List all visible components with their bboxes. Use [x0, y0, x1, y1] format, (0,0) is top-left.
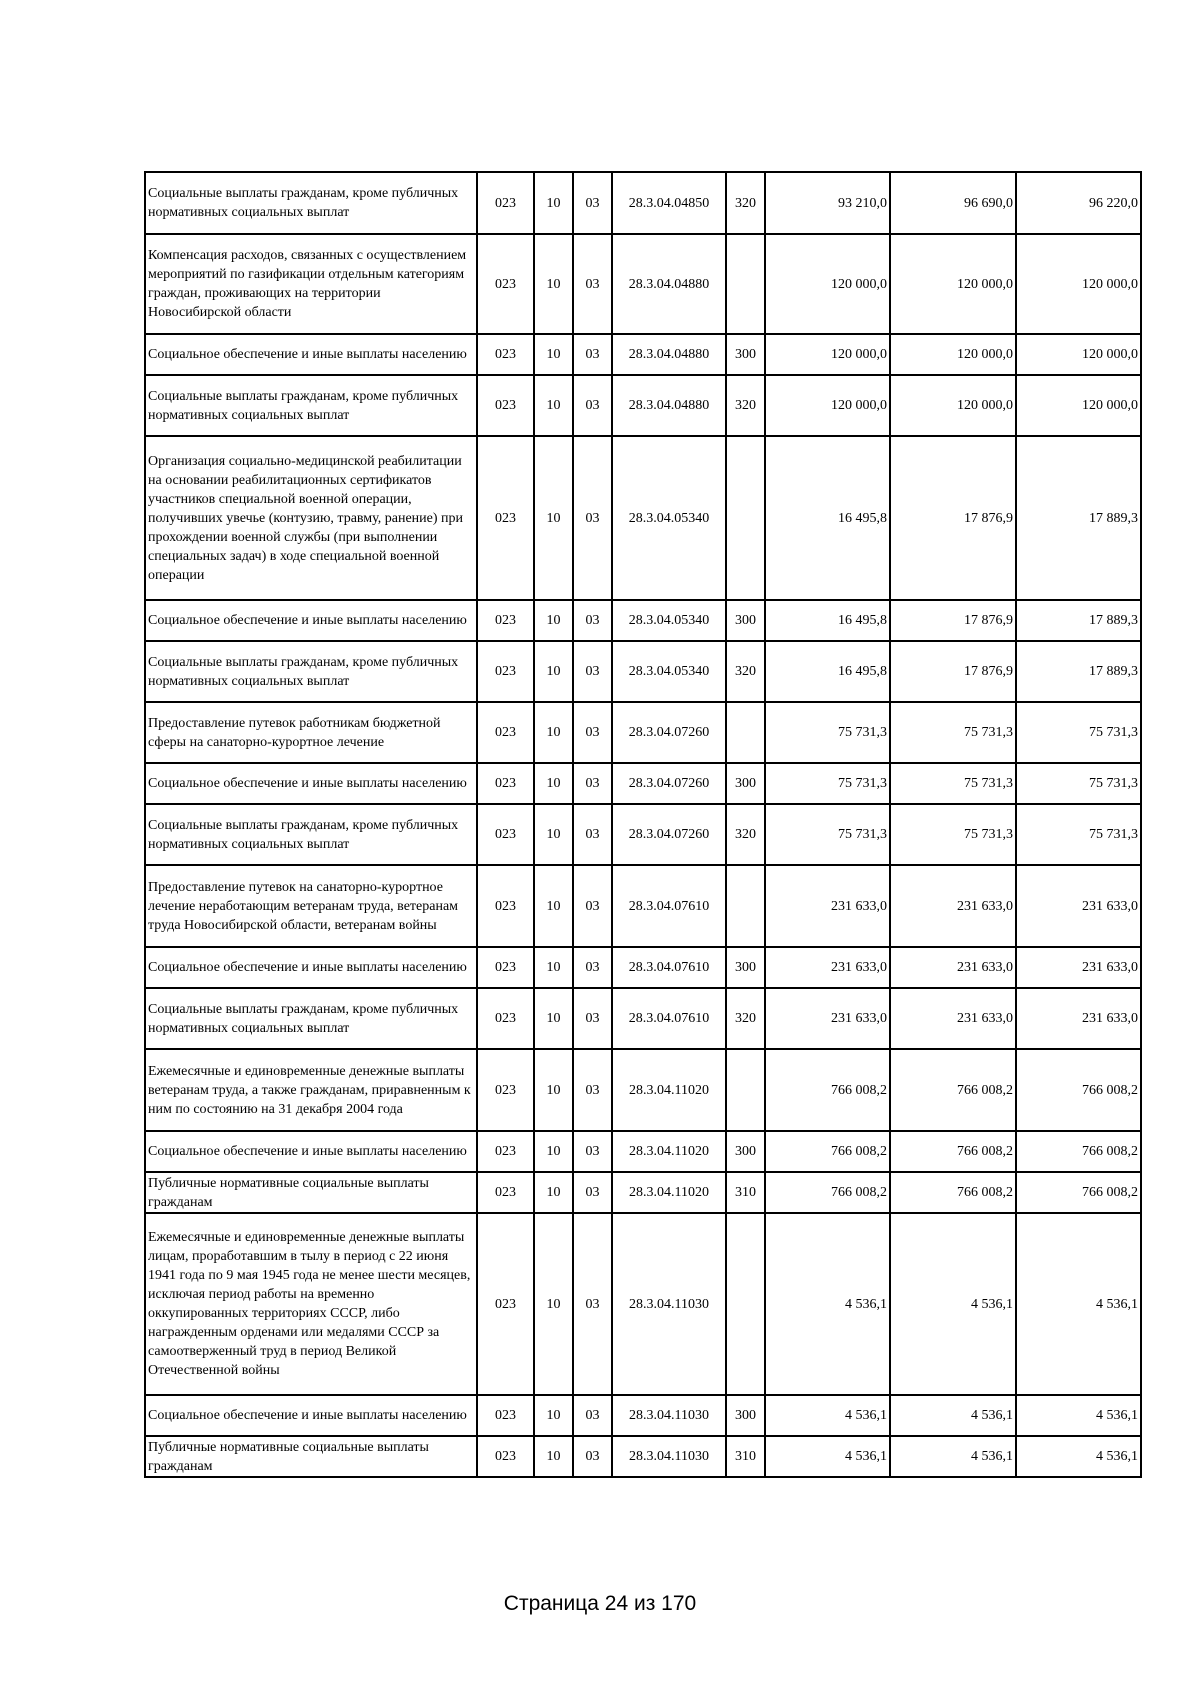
cell-subsection-code: 03	[573, 1049, 612, 1131]
table-row	[145, 1436, 1141, 1477]
cell-section-code: 10	[534, 702, 573, 763]
cell-amount-year-2: 231 633,0	[890, 947, 1016, 988]
cell-section-code: 10	[534, 172, 573, 234]
cell-amount-year-1: 16 495,8	[765, 436, 890, 600]
cell-expense-type	[726, 702, 765, 763]
cell-ministry-code: 023	[477, 988, 534, 1049]
cell-amount-year-1: 231 633,0	[765, 988, 890, 1049]
cell-ministry-code: 023	[477, 234, 534, 334]
cell-expense-type: 320	[726, 988, 765, 1049]
table-body	[145, 172, 1141, 1477]
cell-amount-year-1: 75 731,3	[765, 702, 890, 763]
cell-amount-year-1: 75 731,3	[765, 804, 890, 865]
table-row	[145, 865, 1141, 947]
cell-target-article: 28.3.04.07610	[612, 947, 726, 988]
cell-expense-type	[726, 234, 765, 334]
cell-ministry-code: 023	[477, 702, 534, 763]
cell-amount-year-2: 120 000,0	[890, 334, 1016, 375]
cell-amount-year-3: 4 536,1	[1016, 1213, 1141, 1395]
cell-target-article: 28.3.04.07610	[612, 988, 726, 1049]
cell-amount-year-3: 75 731,3	[1016, 763, 1141, 804]
cell-subsection-code: 03	[573, 804, 612, 865]
cell-target-article: 28.3.04.05340	[612, 641, 726, 702]
cell-amount-year-3: 231 633,0	[1016, 988, 1141, 1049]
cell-target-article: 28.3.04.04880	[612, 234, 726, 334]
cell-description: Социальное обеспечение и иные выплаты населению	[145, 1395, 477, 1436]
cell-amount-year-2: 766 008,2	[890, 1049, 1016, 1131]
table-row	[145, 804, 1141, 865]
cell-ministry-code: 023	[477, 641, 534, 702]
cell-expense-type: 300	[726, 1131, 765, 1172]
cell-target-article: 28.3.04.11030	[612, 1395, 726, 1436]
cell-subsection-code: 03	[573, 1395, 612, 1436]
cell-amount-year-3: 75 731,3	[1016, 804, 1141, 865]
cell-description: Публичные нормативные социальные выплаты гражданам	[145, 1172, 477, 1213]
cell-section-code: 10	[534, 1213, 573, 1395]
cell-subsection-code: 03	[573, 334, 612, 375]
cell-amount-year-1: 16 495,8	[765, 641, 890, 702]
cell-amount-year-3: 17 889,3	[1016, 436, 1141, 600]
cell-amount-year-2: 4 536,1	[890, 1436, 1016, 1477]
cell-subsection-code: 03	[573, 988, 612, 1049]
cell-amount-year-2: 96 690,0	[890, 172, 1016, 234]
cell-amount-year-2: 75 731,3	[890, 702, 1016, 763]
cell-target-article: 28.3.04.04880	[612, 334, 726, 375]
cell-section-code: 10	[534, 334, 573, 375]
table-row	[145, 1172, 1141, 1213]
cell-expense-type	[726, 436, 765, 600]
cell-amount-year-2: 766 008,2	[890, 1172, 1016, 1213]
table-row	[145, 947, 1141, 988]
cell-description: Социальное обеспечение и иные выплаты населению	[145, 600, 477, 641]
cell-ministry-code: 023	[477, 947, 534, 988]
cell-amount-year-3: 75 731,3	[1016, 702, 1141, 763]
cell-ministry-code: 023	[477, 436, 534, 600]
cell-amount-year-1: 231 633,0	[765, 865, 890, 947]
cell-target-article: 28.3.04.11030	[612, 1213, 726, 1395]
cell-ministry-code: 023	[477, 865, 534, 947]
cell-amount-year-2: 120 000,0	[890, 375, 1016, 436]
cell-amount-year-3: 4 536,1	[1016, 1395, 1141, 1436]
cell-amount-year-3: 766 008,2	[1016, 1131, 1141, 1172]
cell-subsection-code: 03	[573, 436, 612, 600]
cell-section-code: 10	[534, 804, 573, 865]
cell-amount-year-1: 4 536,1	[765, 1436, 890, 1477]
cell-section-code: 10	[534, 1436, 573, 1477]
cell-ministry-code: 023	[477, 1172, 534, 1213]
cell-section-code: 10	[534, 436, 573, 600]
table-row	[145, 334, 1141, 375]
cell-description: Социальные выплаты гражданам, кроме публичных нормативных социальных выплат	[145, 172, 477, 234]
cell-expense-type: 300	[726, 763, 765, 804]
cell-target-article: 28.3.04.04850	[612, 172, 726, 234]
cell-description: Социальные выплаты гражданам, кроме публичных нормативных социальных выплат	[145, 804, 477, 865]
cell-description: Предоставление путевок на санаторно-курортное лечение неработающим ветеранам труда, ветеранам труда Новосибирской области, ветеранам войны	[145, 865, 477, 947]
cell-amount-year-3: 766 008,2	[1016, 1172, 1141, 1213]
cell-subsection-code: 03	[573, 763, 612, 804]
cell-ministry-code: 023	[477, 375, 534, 436]
table-row	[145, 234, 1141, 334]
cell-amount-year-3: 766 008,2	[1016, 1049, 1141, 1131]
cell-description: Ежемесячные и единовременные денежные выплаты лицам, проработавшим в тылу в период с 22 июня 1941 года по 9 мая 1945 года не менее шести месяцев, исключая период работы на временно оккупированных территориях СССР, либо награжденным орденами или медалями СССР за самоотверженный труд в период Великой Отечественной войны	[145, 1213, 477, 1395]
cell-expense-type: 300	[726, 1395, 765, 1436]
cell-description: Социальное обеспечение и иные выплаты населению	[145, 334, 477, 375]
cell-amount-year-2: 120 000,0	[890, 234, 1016, 334]
cell-target-article: 28.3.04.07260	[612, 763, 726, 804]
cell-description: Социальное обеспечение и иные выплаты населению	[145, 1131, 477, 1172]
cell-target-article: 28.3.04.07610	[612, 865, 726, 947]
cell-subsection-code: 03	[573, 1131, 612, 1172]
cell-description: Ежемесячные и единовременные денежные выплаты ветеранам труда, а также гражданам, приравненным к ним по состоянию на 31 декабря 2004 года	[145, 1049, 477, 1131]
cell-description: Публичные нормативные социальные выплаты гражданам	[145, 1436, 477, 1477]
cell-amount-year-1: 766 008,2	[765, 1131, 890, 1172]
cell-target-article: 28.3.04.05340	[612, 600, 726, 641]
cell-amount-year-1: 4 536,1	[765, 1395, 890, 1436]
cell-section-code: 10	[534, 234, 573, 334]
cell-amount-year-3: 4 536,1	[1016, 1436, 1141, 1477]
table-row	[145, 1131, 1141, 1172]
cell-amount-year-1: 766 008,2	[765, 1049, 890, 1131]
cell-section-code: 10	[534, 947, 573, 988]
cell-expense-type: 310	[726, 1172, 765, 1213]
cell-description: Социальное обеспечение и иные выплаты населению	[145, 947, 477, 988]
cell-expense-type	[726, 1049, 765, 1131]
cell-section-code: 10	[534, 1395, 573, 1436]
table-row	[145, 600, 1141, 641]
cell-ministry-code: 023	[477, 600, 534, 641]
cell-expense-type: 300	[726, 600, 765, 641]
cell-expense-type: 320	[726, 172, 765, 234]
cell-amount-year-1: 231 633,0	[765, 947, 890, 988]
cell-amount-year-1: 120 000,0	[765, 334, 890, 375]
cell-section-code: 10	[534, 1131, 573, 1172]
cell-ministry-code: 023	[477, 804, 534, 865]
table-row	[145, 1213, 1141, 1395]
cell-subsection-code: 03	[573, 947, 612, 988]
cell-ministry-code: 023	[477, 1049, 534, 1131]
cell-section-code: 10	[534, 1172, 573, 1213]
cell-subsection-code: 03	[573, 600, 612, 641]
cell-subsection-code: 03	[573, 1172, 612, 1213]
table-row	[145, 172, 1141, 234]
cell-description: Социальное обеспечение и иные выплаты населению	[145, 763, 477, 804]
cell-description: Организация социально-медицинской реабилитации на основании реабилитационных сертификатов участников специальной военной операции, получивших увечье (контузию, травму, ранение) при прохождении военной службы (при выполнении специальных задач) в ходе специальной военной операции	[145, 436, 477, 600]
cell-amount-year-3: 231 633,0	[1016, 865, 1141, 947]
cell-amount-year-2: 75 731,3	[890, 763, 1016, 804]
cell-expense-type	[726, 1213, 765, 1395]
cell-amount-year-1: 120 000,0	[765, 375, 890, 436]
cell-expense-type: 320	[726, 375, 765, 436]
cell-ministry-code: 023	[477, 763, 534, 804]
cell-subsection-code: 03	[573, 234, 612, 334]
cell-amount-year-1: 4 536,1	[765, 1213, 890, 1395]
cell-subsection-code: 03	[573, 702, 612, 763]
cell-target-article: 28.3.04.11030	[612, 1436, 726, 1477]
cell-amount-year-3: 96 220,0	[1016, 172, 1141, 234]
cell-description: Предоставление путевок работникам бюджетной сферы на санаторно-курортное лечение	[145, 702, 477, 763]
cell-target-article: 28.3.04.07260	[612, 702, 726, 763]
cell-target-article: 28.3.04.04880	[612, 375, 726, 436]
cell-expense-type: 320	[726, 641, 765, 702]
cell-target-article: 28.3.04.07260	[612, 804, 726, 865]
cell-description: Социальные выплаты гражданам, кроме публичных нормативных социальных выплат	[145, 988, 477, 1049]
cell-amount-year-2: 75 731,3	[890, 804, 1016, 865]
cell-amount-year-2: 17 876,9	[890, 436, 1016, 600]
cell-amount-year-1: 16 495,8	[765, 600, 890, 641]
cell-section-code: 10	[534, 375, 573, 436]
cell-amount-year-1: 75 731,3	[765, 763, 890, 804]
cell-amount-year-1: 120 000,0	[765, 234, 890, 334]
cell-expense-type: 300	[726, 947, 765, 988]
cell-ministry-code: 023	[477, 1131, 534, 1172]
cell-expense-type: 300	[726, 334, 765, 375]
cell-subsection-code: 03	[573, 172, 612, 234]
cell-amount-year-2: 4 536,1	[890, 1395, 1016, 1436]
cell-ministry-code: 023	[477, 1436, 534, 1477]
cell-section-code: 10	[534, 600, 573, 641]
cell-expense-type	[726, 865, 765, 947]
cell-section-code: 10	[534, 763, 573, 804]
cell-amount-year-2: 4 536,1	[890, 1213, 1016, 1395]
cell-amount-year-1: 766 008,2	[765, 1172, 890, 1213]
cell-subsection-code: 03	[573, 865, 612, 947]
table-row	[145, 641, 1141, 702]
budget-table	[144, 171, 1142, 1478]
cell-amount-year-2: 17 876,9	[890, 600, 1016, 641]
cell-description: Социальные выплаты гражданам, кроме публичных нормативных социальных выплат	[145, 375, 477, 436]
table-row	[145, 763, 1141, 804]
cell-expense-type: 320	[726, 804, 765, 865]
cell-ministry-code: 023	[477, 334, 534, 375]
cell-target-article: 28.3.04.05340	[612, 436, 726, 600]
table-row	[145, 988, 1141, 1049]
cell-amount-year-3: 120 000,0	[1016, 334, 1141, 375]
cell-section-code: 10	[534, 1049, 573, 1131]
cell-amount-year-3: 17 889,3	[1016, 600, 1141, 641]
cell-ministry-code: 023	[477, 1395, 534, 1436]
cell-subsection-code: 03	[573, 641, 612, 702]
cell-ministry-code: 023	[477, 172, 534, 234]
cell-amount-year-1: 93 210,0	[765, 172, 890, 234]
cell-section-code: 10	[534, 641, 573, 702]
table-row	[145, 1049, 1141, 1131]
cell-expense-type: 310	[726, 1436, 765, 1477]
cell-amount-year-3: 17 889,3	[1016, 641, 1141, 702]
cell-subsection-code: 03	[573, 1436, 612, 1477]
cell-target-article: 28.3.04.11020	[612, 1172, 726, 1213]
cell-amount-year-2: 231 633,0	[890, 988, 1016, 1049]
table-row	[145, 702, 1141, 763]
cell-subsection-code: 03	[573, 1213, 612, 1395]
cell-subsection-code: 03	[573, 375, 612, 436]
cell-amount-year-2: 766 008,2	[890, 1131, 1016, 1172]
table-row	[145, 375, 1141, 436]
cell-section-code: 10	[534, 865, 573, 947]
cell-section-code: 10	[534, 988, 573, 1049]
cell-amount-year-3: 231 633,0	[1016, 947, 1141, 988]
cell-target-article: 28.3.04.11020	[612, 1131, 726, 1172]
cell-ministry-code: 023	[477, 1213, 534, 1395]
table-row	[145, 436, 1141, 600]
cell-amount-year-3: 120 000,0	[1016, 234, 1141, 334]
cell-amount-year-2: 17 876,9	[890, 641, 1016, 702]
cell-description: Компенсация расходов, связанных с осуществлением мероприятий по газификации отдельным категориям граждан, проживающих на территории Новосибирской области	[145, 234, 477, 334]
cell-target-article: 28.3.04.11020	[612, 1049, 726, 1131]
cell-description: Социальные выплаты гражданам, кроме публичных нормативных социальных выплат	[145, 641, 477, 702]
cell-amount-year-2: 231 633,0	[890, 865, 1016, 947]
table-row	[145, 1395, 1141, 1436]
cell-amount-year-3: 120 000,0	[1016, 375, 1141, 436]
page-number: Страница 24 из 170	[503, 1592, 697, 1615]
